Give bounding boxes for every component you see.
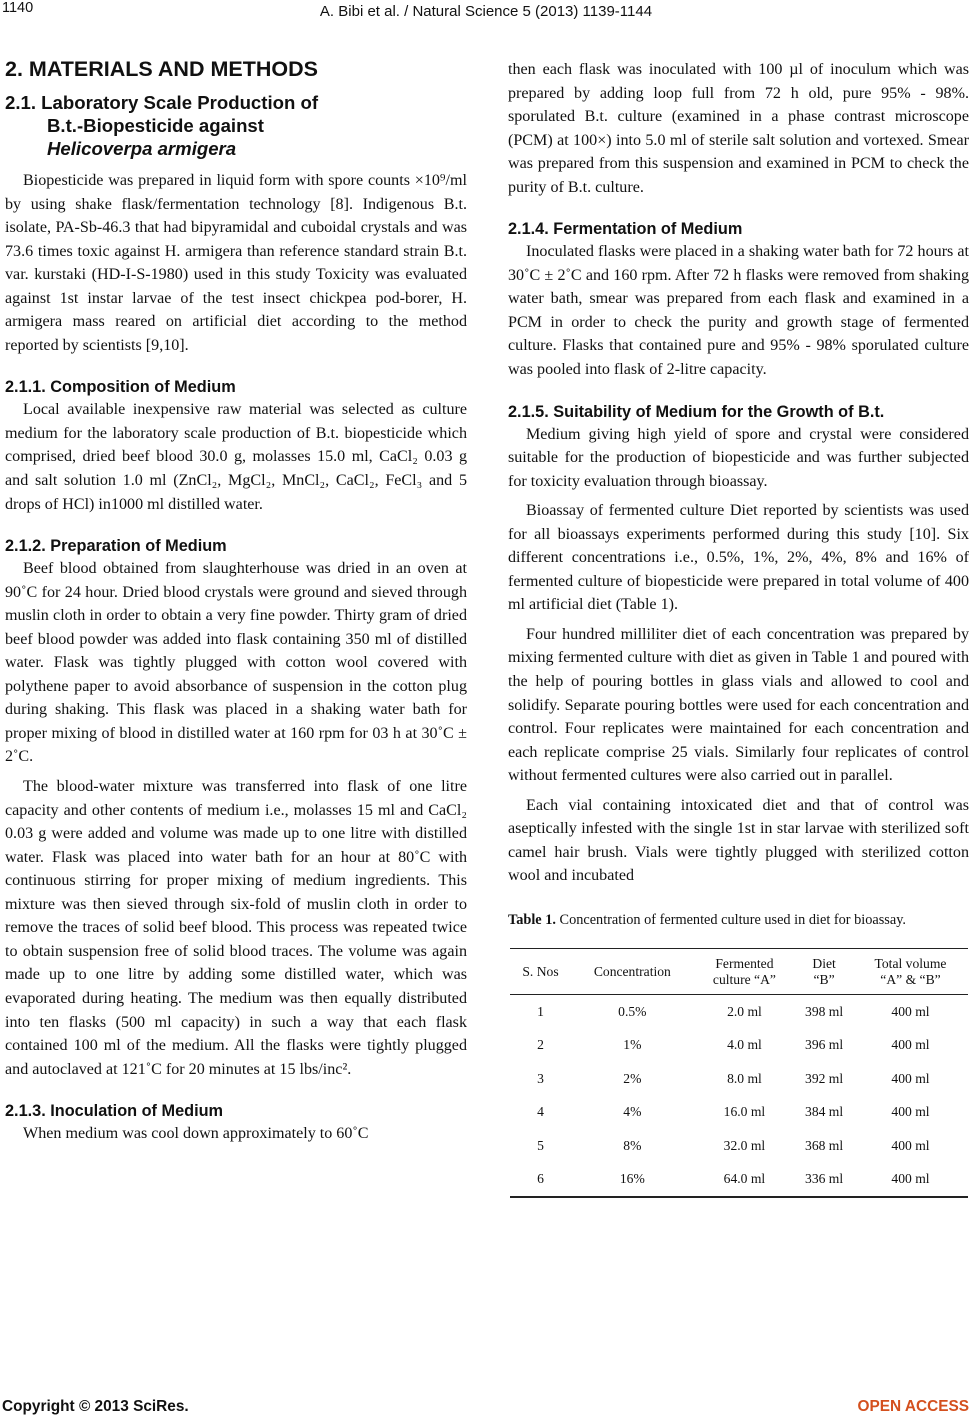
cell-sno: 3 bbox=[537, 1070, 544, 1086]
paragraph-preparation-1: Beef blood obtained from slaughterhouse was dried in an oven at 90˚C for 24 hour. Dried blood crystals were ground and sieved through muslin cloth in order to obtain a very fine powder. Thirty gram of dried beef blood powder was added into flask containing 350 ml of distilled water. Flask was tightly plugged with cotton wool covered with polythene paper to avoid absorbance of suspension in the cotton plug during shaking. This flask was placed in a shaking water bath for proper mixing of blood in distilled water at 160 rpm for 03 h at 30˚C ± 2˚C. bbox=[5, 560, 467, 766]
table-row bbox=[510, 1129, 968, 1163]
running-head: A. Bibi et al. / Natural Science 5 (2013) 1139-1144 bbox=[319, 3, 653, 20]
paragraph-bioassay: Bioassay of fermented culture Diet reported by scientists was used for all bioassays experiments performed during this study [10]. Six different concentrations i.e., 0.5%, 1%, 2%, 4%, 8% and 16% of fermented culture of biopesticide were prepared in total volume of 400 ml artificial diet (Table 1). bbox=[508, 502, 969, 614]
open-access-label: OPEN ACCESS bbox=[857, 1398, 969, 1415]
right-column bbox=[508, 58, 969, 1198]
cell-sno: 1 bbox=[537, 1003, 544, 1019]
heading-2-1-4: 2.1.4. Fermentation of Medium bbox=[508, 220, 743, 239]
cell-sno: 2 bbox=[537, 1037, 544, 1053]
col-header-concentration: Concentration bbox=[571, 948, 694, 994]
cell-total: 400 ml bbox=[891, 1003, 930, 1019]
paragraph-diet-preparation: Four hundred milliliter diet of each concentration was prepared by mixing fermented culture with diet as given in Table 1 and poured with the help of pouring bottles in glass vials and allowed to cool and solidify. Separate pouring bottles were used for each concentration and control. Four replicates were maintained for each concentration and each replicate comprise 25 vials. Similarly four replicates of control without fermented cultures were also carried out in parallel. bbox=[508, 625, 969, 785]
col-header-fermented: Fermented culture “A” bbox=[694, 948, 796, 994]
copyright-notice: Copyright © 2013 SciRes. bbox=[2, 1398, 189, 1415]
subsection-2-1-heading bbox=[5, 91, 467, 160]
cell-sno: 4 bbox=[537, 1104, 544, 1120]
cell-sno: 5 bbox=[537, 1137, 544, 1153]
table-row bbox=[510, 994, 968, 1028]
heading-line-2: B.t.-Biopesticide against bbox=[47, 115, 264, 136]
cell-total: 400 ml bbox=[891, 1137, 930, 1153]
col-header-diet: Diet “B” bbox=[795, 948, 853, 994]
table-caption-text: Concentration of fermented culture used in diet for bioassay. bbox=[559, 911, 906, 928]
cell-concentration: 16% bbox=[571, 1162, 694, 1197]
paragraph-vial-infestation: Each vial containing intoxicated diet and that of control was aseptically infested with the single 1st in star larvae with sterilized soft camel hair brush. Vials were tightly plugged with sterilized cotton wool and incubated bbox=[508, 796, 969, 885]
col-header-sno: S. Nos bbox=[510, 948, 571, 994]
paragraph-preparation-2: The blood-water mixture was transferred into flask of one litre capacity and other contents of medium i.e., molasses 15 ml and CaCl₂ 0.03 g were added and volume was made up to one litre with distilled water. Flask was placed into water bath for an hour at 80˚C with continuous stirring for proper mixing of medium ingredients. This mixture was then sieved through six-fold of muslin cloth in order to remove the traces of solid beef blood. This process was repeated twice to obtain suspension free of solid blood traces. The volume was again made up to one litre by adding some distilled water, which was evaporated during heating. The medium was then equally distributed into ten flasks (500 ml capacity) in such a way that each flask contained 100 ml of the medium. All the flasks were tightly plugged and autoclaved at 121˚C for 20 minutes at 15 lbs/inc². bbox=[5, 778, 467, 1078]
left-column bbox=[5, 56, 467, 1146]
concentration-table bbox=[510, 948, 968, 1198]
cell-diet: 368 ml bbox=[805, 1137, 844, 1153]
paragraph-fermentation: Inoculated flasks were placed in a shaking water bath for 72 hours at 30˚C ± 2˚C and 160 rpm. After 72 h flasks were removed from shaking water bath, smear was prepared from each flask and examined in a PCM in order to check the purity and growth stage of fermented culture. Flasks that contained pure and 95% - 98% sporulated culture was pooled into flask of 2-litre capacity. bbox=[508, 243, 969, 379]
cell-total: 400 ml bbox=[853, 1162, 968, 1197]
cell-fermented: 16.0 ml bbox=[723, 1104, 766, 1120]
cell-concentration: 1% bbox=[623, 1037, 642, 1053]
cell-fermented: 2.0 ml bbox=[727, 1003, 762, 1019]
heading-line-1: 2.1. Laboratory Scale Production of bbox=[5, 92, 319, 113]
cell-fermented: 8.0 ml bbox=[727, 1070, 762, 1086]
cell-total: 400 ml bbox=[891, 1037, 930, 1053]
table-row bbox=[510, 1062, 968, 1096]
table-row bbox=[510, 1162, 968, 1197]
table-row bbox=[510, 1028, 968, 1062]
cell-concentration: 4% bbox=[623, 1104, 642, 1120]
cell-fermented: 64.0 ml bbox=[694, 1162, 796, 1197]
heading-2-1-2: 2.1.2. Preparation of Medium bbox=[5, 537, 227, 556]
cell-concentration: 8% bbox=[623, 1137, 642, 1153]
cell-concentration: 2% bbox=[623, 1070, 642, 1086]
cell-concentration: 0.5% bbox=[618, 1003, 647, 1019]
paragraph-composition: Local available inexpensive raw material was selected as culture medium for the laboratory scale production of B.t. biopesticide which comprised, dried beef blood 30.0 g, molasses 15.0 ml, CaCl₂ 0.03 g and salt solution 1.0 ml (ZnCl₂, MgCl₂, MnCl₂, CaCl₂, FeCl₃ and 5 drops of HCl) in1000 ml distilled water. bbox=[5, 401, 467, 513]
paragraph-biopesticide: Biopesticide was prepared in liquid form with spore counts ×10⁹/ml by using shake flask/fermentation technology [8]. Indigenous B.t. isolate, PA-Sb-46.3 that had bipyramidal and cuboidal crystals and was 73.6 times toxic against H. armigera than reference standard strain B.t. var. kurstaki (HD-I-S-1980) used in this study Toxicity was evaluated against 1st instar larvae of the test insect chickpea pod-borer, H. armigera mass reared on artificial diet according to the method reported by scientists [9,10]. bbox=[5, 172, 467, 354]
table-header-row bbox=[510, 948, 968, 994]
cell-diet: 336 ml bbox=[795, 1162, 853, 1197]
heading-2-1-5: 2.1.5. Suitability of Medium for the Growth of B.t. bbox=[508, 402, 885, 421]
paragraph-inoculation-cont: then each flask was inoculated with 100 µl of inoculum which was prepared by adding loop full from 72 h old, pure 95% - 98%. sporulated B.t. culture (examined in a phase contrast microscope (PCM) at 100×) into 5.0 ml of sterile salt solution and vortexed. Smear was prepared from this suspension and examined in PCM to check the purity of B.t. culture. bbox=[508, 61, 969, 196]
cell-diet: 398 ml bbox=[805, 1003, 844, 1019]
table-caption bbox=[508, 910, 969, 930]
cell-fermented: 32.0 ml bbox=[723, 1137, 766, 1153]
table-row bbox=[510, 1095, 968, 1129]
cell-total: 400 ml bbox=[891, 1070, 930, 1086]
cell-diet: 396 ml bbox=[805, 1037, 844, 1053]
cell-diet: 384 ml bbox=[805, 1104, 844, 1120]
cell-fermented: 4.0 ml bbox=[727, 1037, 762, 1053]
heading-2-1-1: 2.1.1. Composition of Medium bbox=[5, 378, 236, 397]
section-title: 2. MATERIALS AND METHODS bbox=[5, 57, 318, 81]
cell-total: 400 ml bbox=[891, 1104, 930, 1120]
paragraph-inoculation: When medium was cool down approximately to 60˚C bbox=[23, 1125, 369, 1143]
page-number: 1140 bbox=[2, 0, 34, 16]
heading-2-1-3: 2.1.3. Inoculation of Medium bbox=[5, 1102, 224, 1121]
table-caption-label: Table 1. bbox=[508, 911, 556, 928]
col-header-total-volume: Total volume “A” & “B” bbox=[853, 948, 968, 994]
cell-diet: 392 ml bbox=[805, 1070, 844, 1086]
paragraph-suitability: Medium giving high yield of spore and crystal were considered suitable for the production of biopesticide and was further subjected for toxicity evaluation through bioassay. bbox=[508, 425, 969, 490]
cell-sno: 6 bbox=[510, 1162, 571, 1197]
heading-line-3: Helicoverpa armigera bbox=[47, 138, 237, 159]
